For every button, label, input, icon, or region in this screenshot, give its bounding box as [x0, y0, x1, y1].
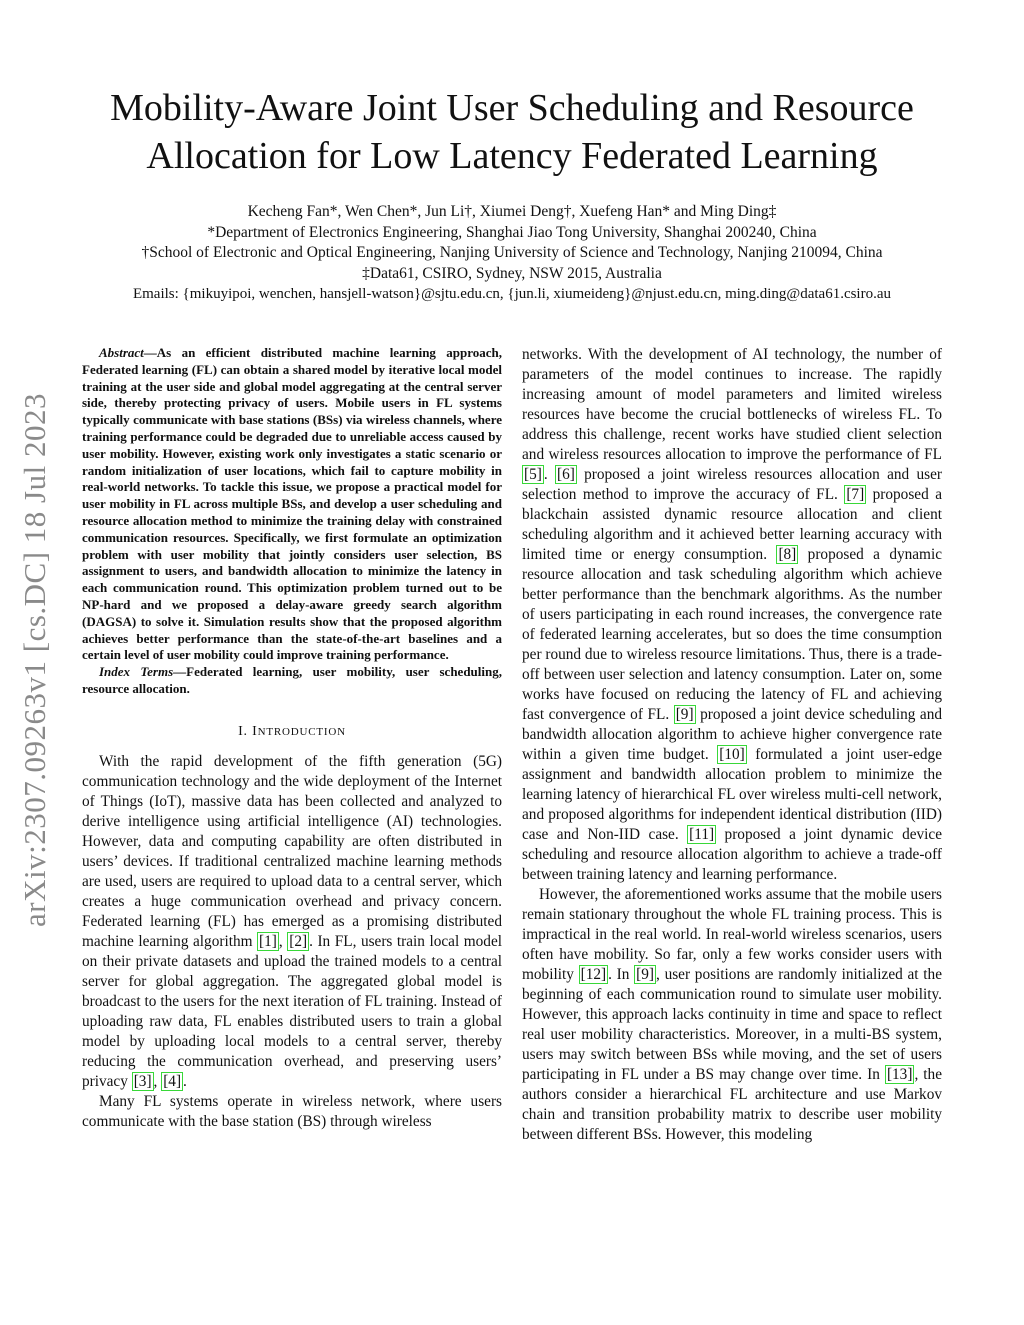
citation-link[interactable]: [9] — [636, 966, 654, 983]
author-names: Kecheng Fan*, Wen Chen*, Jun Li†, Xiumei Deng†, Xuefeng Han* and Ming Ding‡ — [247, 203, 777, 220]
paragraph-text: , user positions are randomly initialized at the beginning of each communication round to simulate user mobility. However, this approach lacks continuity in time and space to reflect real user mobility characteristics. Moreover, in a multi-BS system, users may switch between BSs while moving, and the set of users participating in FL under a BS may change over time. In — [522, 966, 942, 1083]
paragraph-text: , — [278, 932, 288, 950]
affiliation-2: †School of Electronic and Optical Engineering, Nanjing University of Science and Technology, Nanjing 210094, China — [141, 244, 883, 261]
intro-paragraph-4 — [522, 885, 942, 1145]
author-emails: Emails: {mikuyipoi, wenchen, hansjell-watson}@sjtu.edu.cn, {jun.li, xiumeideng}@njust.edu.cn, ming.ding@data61.csiro.au — [132, 286, 892, 302]
intro-paragraph-3 — [522, 345, 942, 885]
paragraph-text: proposed a joint device scheduling and bandwidth allocation algorithm to achieve higher convergence rate within a given time budget. — [522, 706, 943, 763]
intro-paragraph-2 — [82, 1092, 502, 1132]
citation-link[interactable]: [3] — [133, 1072, 152, 1090]
citation-link[interactable]: [10] — [719, 746, 745, 763]
abstract — [82, 345, 502, 664]
paragraph-text: , — [153, 1072, 162, 1090]
paragraph-text: proposed a blackchain assisted dynamic resource allocation and client scheduling algorithm and it achieved better learning accuracy with limited time or energy consumption. — [522, 486, 942, 563]
citation-link[interactable]: [5] — [524, 466, 542, 483]
index-terms-text: —Federated learning, user mobility, user scheduling, resource allocation. — [82, 664, 502, 696]
citation-link[interactable]: [8] — [778, 546, 797, 563]
citation-link[interactable]: [4] — [163, 1072, 182, 1090]
paragraph-text: . — [183, 1072, 187, 1090]
index-terms — [82, 664, 502, 698]
citation-link[interactable]: [1] — [259, 932, 277, 950]
paragraph-text: However, the aforementioned works assume that the mobile users remain stationary throughout the whole FL training process. This is impractical in the real world. In real-world wireless scenarios, users often have mobility. So far, only a few works consider users with mobility — [522, 886, 942, 983]
left-column — [82, 345, 502, 1132]
section-heading-introduction — [82, 724, 502, 740]
paragraph-text: Many FL systems operate in wireless network, where users communicate with the base station (BS) through wireless — [82, 1092, 502, 1130]
affiliation-1: *Department of Electronics Engineering, Shanghai Jiao Tong University, Shanghai 200240, China — [207, 223, 817, 241]
affiliation-3: ‡Data61, CSIRO, Sydney, NSW 2015, Australia — [362, 264, 662, 282]
abstract-text: —As an efficient distributed machine learning approach, Federated learning (FL) can obtain a shared model by iterative local model training at the user side and global model aggregating at the central server side, thereby protecting privacy of users. Mobile users in FL systems typically communicate with base stations (BSs) via wireless channels, where training performance could be degraded due to unreliable access caused by user mobility. However, existing work only investigates a static scenario or random initialization of user locations, which fail to capture mobility in real-world networks. To tackle this issue, we propose a practical model for user mobility in FL across multiple BSs, and develop a user scheduling and resource allocation method to minimize the training delay with constrained communication resources. Specifically, we first formulate an optimization problem with user mobility that jointly considers user selection, BS assignment to users, and bandwidth allocation to minimize the latency in each communication round. This optimization problem turned out to be NP-hard and we proposed a delay-aware greedy search algorithm (DAGSA) to solve it. Simulation results show that the proposed algorithm achieves better performance than the state-of-the-art baselines and a certain level of user mobility could improve training performance. — [82, 345, 502, 663]
paragraph-text: proposed a joint dynamic device scheduling and resource allocation algorithm to achieve a trade-off between training latency and learning performance. — [522, 826, 942, 883]
abstract-label: Abstract — [99, 345, 144, 360]
citation-link[interactable]: [6] — [556, 466, 575, 483]
paragraph-text: . In FL, users train local model on their private datasets and upload the trained models to a central server for global aggregation. The aggregated global model is broadcast to the users for the next iteration of FL training. Instead of uploading raw data, FL enables distributed users to train a global model by uploading local models to a central server, thereby reducing the communication overhead, and preserving users’ privacy — [82, 932, 502, 1090]
author-block — [60, 202, 964, 305]
citation-link[interactable]: [13] — [886, 1066, 913, 1083]
citation-link[interactable]: [7] — [846, 486, 865, 503]
citation-link[interactable]: [12] — [580, 966, 607, 983]
paragraph-text: networks. With the development of AI technology, the number of parameters of the model continues to increase. The rapidly increasing amount of model parameters and limited wireless resources have become the crucial bottlenecks of wireless FL. To address this challenge, recent works have studied client selection and wireless resources allocation to improve the performance of FL — [522, 346, 942, 463]
intro-paragraph-1 — [82, 752, 502, 1092]
index-terms-label: Index Terms — [99, 664, 174, 680]
arxiv-identifier-text: arXiv:2307.09263v1 [cs.DC] 18 Jul 2023 — [17, 393, 52, 927]
paragraph-text: With the rapid development of the fifth generation (5G) communication technology and the wide deployment of the Internet of Things (IoT), massive data has been collected and analyzed to derive intelligence using artificial intelligence (AI) technologies. However, data and computing capability are often distributed in users’ devices. If traditional centralized machine learning methods are used, users are required to upload data to a central server, which creates a huge communication overhead and privacy concern. Federated learning (FL) has emerged as a promising distributed machine learning algorithm — [82, 752, 502, 950]
section-title-initial: I — [252, 723, 258, 739]
paper-title: Mobility-Aware Joint User Scheduling and Resource Allocation for Low Latency Federated Learning — [110, 87, 914, 177]
citation-link[interactable]: [2] — [289, 932, 308, 950]
arxiv-identifier — [10, 360, 60, 960]
paragraph-text: formulated a joint user-edge assignment and bandwidth allocation problem to minimize the learning latency of hierarchical FL over wireless multi-cell network, and proposed algorithms for independent identical distribution (IID) case and Non-IID case. — [522, 746, 942, 843]
paragraph-text: proposed a joint wireless resources allocation and user selection method to improve the accuracy of FL. — [522, 466, 942, 503]
paragraph-text: proposed a dynamic resource allocation and task scheduling algorithm which achieve better performance than the benchmark algorithms. As the number of users participating in each round increases, the convergence rate of federated learning accelerates, but so does the time consumption per round due to wireless resource limitations. Thus, there is a trade-off between user selection and latency consumption. Later on, some works have focused on reducing the latency of FL and achieving fast convergence of FL. — [522, 546, 942, 723]
paragraph-text: . In — [608, 966, 635, 983]
section-number: I. — [238, 723, 248, 739]
paragraph-text: . — [543, 466, 555, 483]
citation-link[interactable]: [11] — [689, 826, 715, 843]
section-title-rest: NTRODUCTION — [257, 725, 346, 738]
citation-link[interactable]: [9] — [675, 706, 694, 723]
right-column — [522, 345, 942, 1145]
paragraph-text: , the authors consider a hierarchical FL architecture and use Markov chain and transition probability matrix to describe user mobility between different BSs. However, this modeling — [522, 1066, 942, 1143]
